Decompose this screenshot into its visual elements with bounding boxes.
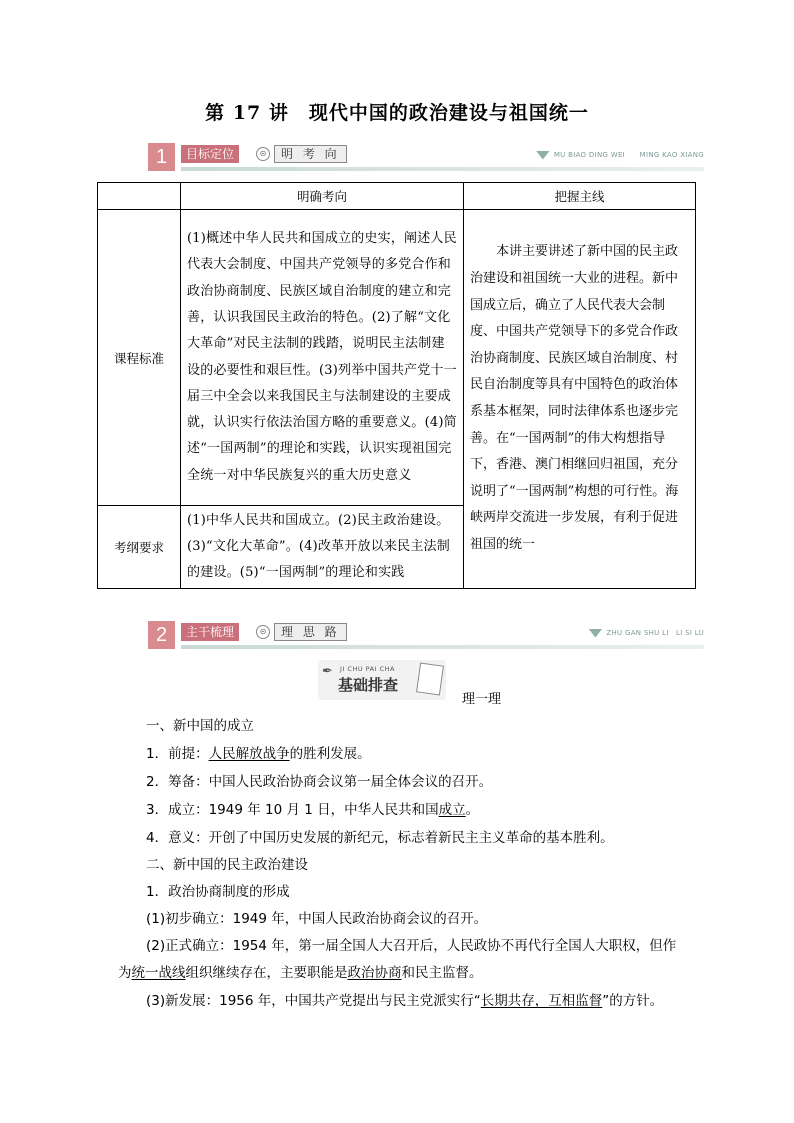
pen-icon: ✒ xyxy=(322,664,333,679)
section-tag: 目标定位 xyxy=(181,145,239,163)
list-item: 4．意义：开创了中国历史发展的新纪元，标志着新民主主义革命的基本胜利。 xyxy=(146,830,614,846)
table-header-blank xyxy=(98,183,181,210)
banner-divider xyxy=(181,645,704,649)
mainline-content: 本讲主要讲述了新中国的民主政治建设和祖国统一大业的进程。新中国成立后，确立了人民代表大会制度、中国共产党领导下的多党合作政治协商制度、民族区域自治制度、村民自治制度等具有中国特色的政治体系基本框架，同时法律体系也逐步完善。在“一国两制”的伟大构想指导下，香港、澳门相继回归祖国，充分说明了“一国两制”构想的可行性。海峡两岸交流进一步发展，有利于促进祖国的统一 xyxy=(464,210,696,589)
notepad-icon xyxy=(416,662,444,695)
list-item: 1．前提：人民解放战争的胜利发展。 xyxy=(146,746,371,762)
row-content-syllabus: (1)中华人民共和国成立。(2)民主政治建设。(3)“文化大革命”。(4)改革开放以来民主法制的建设。(5)“一国两制”的理论和实践 xyxy=(181,506,464,589)
section-subtag: 明 考 向 xyxy=(274,145,347,163)
section-banner-1 xyxy=(148,143,704,171)
section-number: 2 xyxy=(148,621,175,649)
section-tag: 主干梳理 xyxy=(181,623,239,641)
paragraph: (2)正式确立：1954 年，第一届全国人大召开后，人民政协不再代行全国人大职权，但作 xyxy=(146,938,677,954)
page-title: 第 17 讲 现代中国的政治建设与祖国统一 xyxy=(205,102,589,124)
section-subtag: 理 思 路 xyxy=(274,623,347,641)
arrow-icon: ⊝ xyxy=(256,625,270,639)
wing-icon xyxy=(536,151,550,160)
banner-pinyin: MU BIAO DING WEI MING KAO XIANG xyxy=(536,150,704,160)
table-header-mainline: 把握主线 xyxy=(464,183,696,210)
subsection-heading: 1．政治协商制度的形成 xyxy=(146,884,290,900)
section-number: 1 xyxy=(148,143,175,171)
paragraph: (3)新发展：1956 年，中国共产党提出与民主党派实行“长期共存，互相监督”的方针。 xyxy=(146,993,664,1009)
row-label-curriculum: 课程标准 xyxy=(98,210,181,506)
subheading: 理一理 xyxy=(462,692,502,707)
wing-icon xyxy=(588,629,602,638)
banner-pinyin: ZHU GAN SHU LI LI SI LU xyxy=(588,628,704,638)
basics-badge xyxy=(318,660,446,700)
objectives-table xyxy=(97,182,696,589)
badge-pinyin: JI CHU PAI CHA xyxy=(340,665,395,673)
row-label-syllabus: 考纲要求 xyxy=(98,506,181,589)
section-banner-2 xyxy=(148,621,704,649)
banner-divider xyxy=(181,167,704,171)
paragraph: 为统一战线组织继续存在，主要职能是政治协商和民主监督。 xyxy=(118,965,483,981)
list-item: 2．筹备：中国人民政治协商会议第一届全体会议的召开。 xyxy=(146,774,493,790)
paragraph: (1)初步确立：1949 年，中国人民政治协商会议的召开。 xyxy=(146,911,488,927)
section-heading-2: 二、新中国的民主政治建设 xyxy=(146,857,308,873)
section-heading-1: 一、新中国的成立 xyxy=(146,718,254,734)
row-content-curriculum: (1)概述中华人民共和国成立的史实，阐述人民代表大会制度、中国共产党领导的多党合作和政治协商制度、民族区域自治制度的建立和完善，认识我国民主政治的特色。(2)了解“文化大革命”对民主法制的践踏，说明民主法制建设的必要性和艰巨性。(3)列举中国共产党十一届三中全会以来我国民主与法制建设的主要成就，认识实行依法治国方略的重要意义。(4)简述“一国两制”的理论和实践，认识实现祖国完全统一对中华民族复兴的重大历史意义 xyxy=(181,210,464,506)
badge-title: 基础排查 xyxy=(338,676,399,694)
arrow-icon: ⊝ xyxy=(256,147,270,161)
list-item: 3．成立：1949 年 10 月 1 日，中华人民共和国成立。 xyxy=(146,802,480,818)
table-header-direction: 明确考向 xyxy=(181,183,464,210)
